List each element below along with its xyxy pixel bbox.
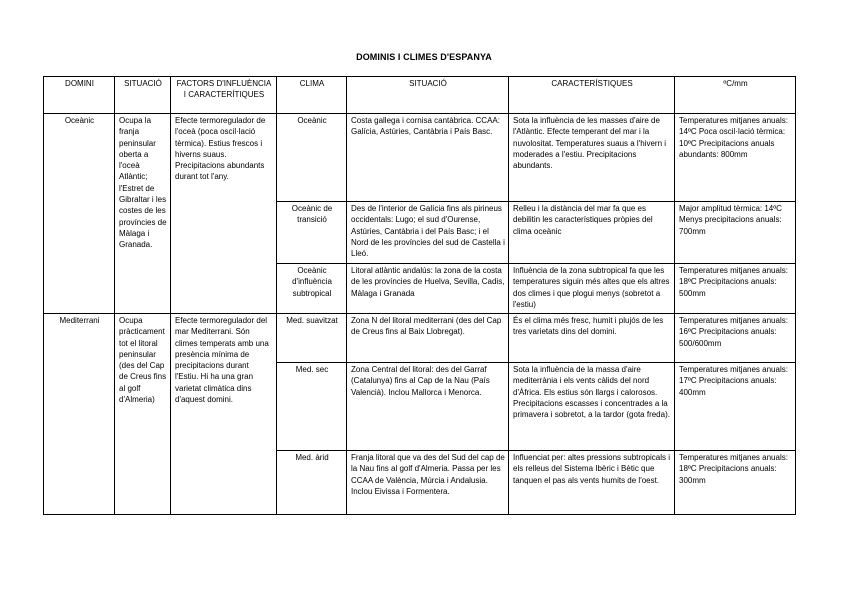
situacio-clima-med-suavitzat: Zona N del litoral mediterrani (des del Cap de Creus fins al Baix Llobregat). [347, 314, 509, 363]
header-clima: CLIMA [277, 77, 347, 114]
temp-med-arid: Temperatures mitjanes anuals: 18ºC Precipitacions anuals: 300mm [675, 451, 796, 515]
caracteristiques-med-arid: Influenciat per: altes pressions subtropicals i els relleus del Sistema Ibèric i Bètic que tanquen el pas als vents humits de l'oest. [509, 451, 675, 515]
temp-oceanic-transicio: Major amplitud tèrmica: 14ºC Menys precipitacions anuals: 700mm [675, 202, 796, 264]
situacio-clima-oceanic: Costa gallega i cornisa cantàbrica. CCAA: Galícia, Astúries, Cantàbria i País Basc. [347, 114, 509, 202]
header-domini: DOMINI [44, 77, 115, 114]
document-title: DOMINIS I CLIMES D'ESPANYA [356, 52, 492, 62]
clima-med-arid: Med. àrid [277, 451, 347, 515]
situacio-oceanic: Ocupa la franja peninsular oberta a l'oceà Atlàntic; l'Estret de Gibraltar i les costes de les províncies de Màlaga i Granada. [115, 114, 171, 314]
situacio-clima-oceanic-subtropical: Litoral atlàntic andalús: la zona de la costa de les províncies de Huelva, Sevilla, Cadis, Màlaga i Granada [347, 264, 509, 314]
temp-oceanic-subtropical: Temperatures mitjanes anuals: 18ºC Precipitacions anuals: 500mm [675, 264, 796, 314]
climate-table [43, 76, 796, 515]
temp-med-sec: Temperatures mitjanes anuals: 17ºC Precipitacions anuals: 400mm [675, 363, 796, 451]
caracteristiques-oceanic: Sota la influència de les masses d'aire de l'Atlàntic. Efecte temperant del mar i la nuvolositat. Temperatures suaus a l'hivern i moderades a l'estiu. Precipitacions abundants. [509, 114, 675, 202]
table-row [44, 114, 796, 202]
clima-med-suavitzat: Med. suavitzat [277, 314, 347, 363]
caracteristiques-med-sec: Sota la influència de la massa d'aire mediterrània i els vents càlids del nord d'Àfrica. Els estius són llargs i calorosos. Precipitacions escasses i concentrades a la primavera i sobretot, a la tardor (gota freda). [509, 363, 675, 451]
header-factors: FACTORS D'INFLUÈNCIA I CARACTERÍTIQUES [171, 77, 277, 114]
header-caracteristiques: CARACTERÍSTIQUES [509, 77, 675, 114]
table-row [44, 314, 796, 363]
situacio-clima-med-sec: Zona Central del litoral: des del Garraf (Catalunya) fins al Cap de la Nau (País Valencià). Inclou Mallorca i Menorca. [347, 363, 509, 451]
domini-oceanic: Oceànic [44, 114, 115, 314]
header-temperatura: ºC/mm [675, 77, 796, 114]
clima-oceanic-subtropical: Oceànic d'influència subtropical [277, 264, 347, 314]
situacio-clima-oceanic-transicio: Des de l'interior de Galícia fins als pirineus occidentals: Lugo; el sud d'Ourense, Astúries, Cantàbria i del País Basc; i el Nord de les províncies del sud de Castella i Lleó. [347, 202, 509, 264]
situacio-mediterrani: Ocupa pràcticament tot el litoral peninsular (des del Cap de Creus fins al golf d'Almeria) [115, 314, 171, 515]
caracteristiques-oceanic-transicio: Relleu i la distància del mar fa que es debilitin les característiques pròpies del clima oceànic [509, 202, 675, 264]
temp-med-suavitzat: Temperatures mitjanes anuals: 16ºC Precipitacions anuals: 500/600mm [675, 314, 796, 363]
table-header-row [44, 77, 796, 114]
header-situacio-clima: SITUACIÓ [347, 77, 509, 114]
header-situacio-domini: SITUACIÓ [115, 77, 171, 114]
clima-oceanic-transicio: Oceànic de transició [277, 202, 347, 264]
situacio-clima-med-arid: Franja litoral que va des del Sud del cap de la Nau fins al golf d'Almeria. Passa per les CCAA de València, Múrcia i Andalusia. Inclou Eivissa i Formentera. [347, 451, 509, 515]
caracteristiques-oceanic-subtropical: Influència de la zona subtropical fa que les temperatures siguin més altes que els altres dos climes i que plogui menys (sobretot a l'estiu) [509, 264, 675, 314]
factors-oceanic: Efecte termoregulador de l'oceà (poca oscil·lació tèrmica). Estius frescos i hiverns suaus. Precipitacions abundants durant tot l'any. [171, 114, 277, 314]
caracteristiques-med-suavitzat: És el clima més fresc, humit i plujós de les tres varietats dins del domini. [509, 314, 675, 363]
factors-mediterrani: Efecte termoregulador del mar Mediterrani. Són climes temperats amb una presència mínima de precipitacions durant l'Estiu. Hi ha una gran varietat climàtica dins d'aquest domini. [171, 314, 277, 515]
clima-med-sec: Med. sec [277, 363, 347, 451]
domini-mediterrani: Mediterrani [44, 314, 115, 515]
clima-oceanic: Oceànic [277, 114, 347, 202]
temp-oceanic: Temperatures mitjanes anuals: 14ºC Poca oscil·lació tèrmica: 10ºC Precipitacions anuals abundants: 800mm [675, 114, 796, 202]
